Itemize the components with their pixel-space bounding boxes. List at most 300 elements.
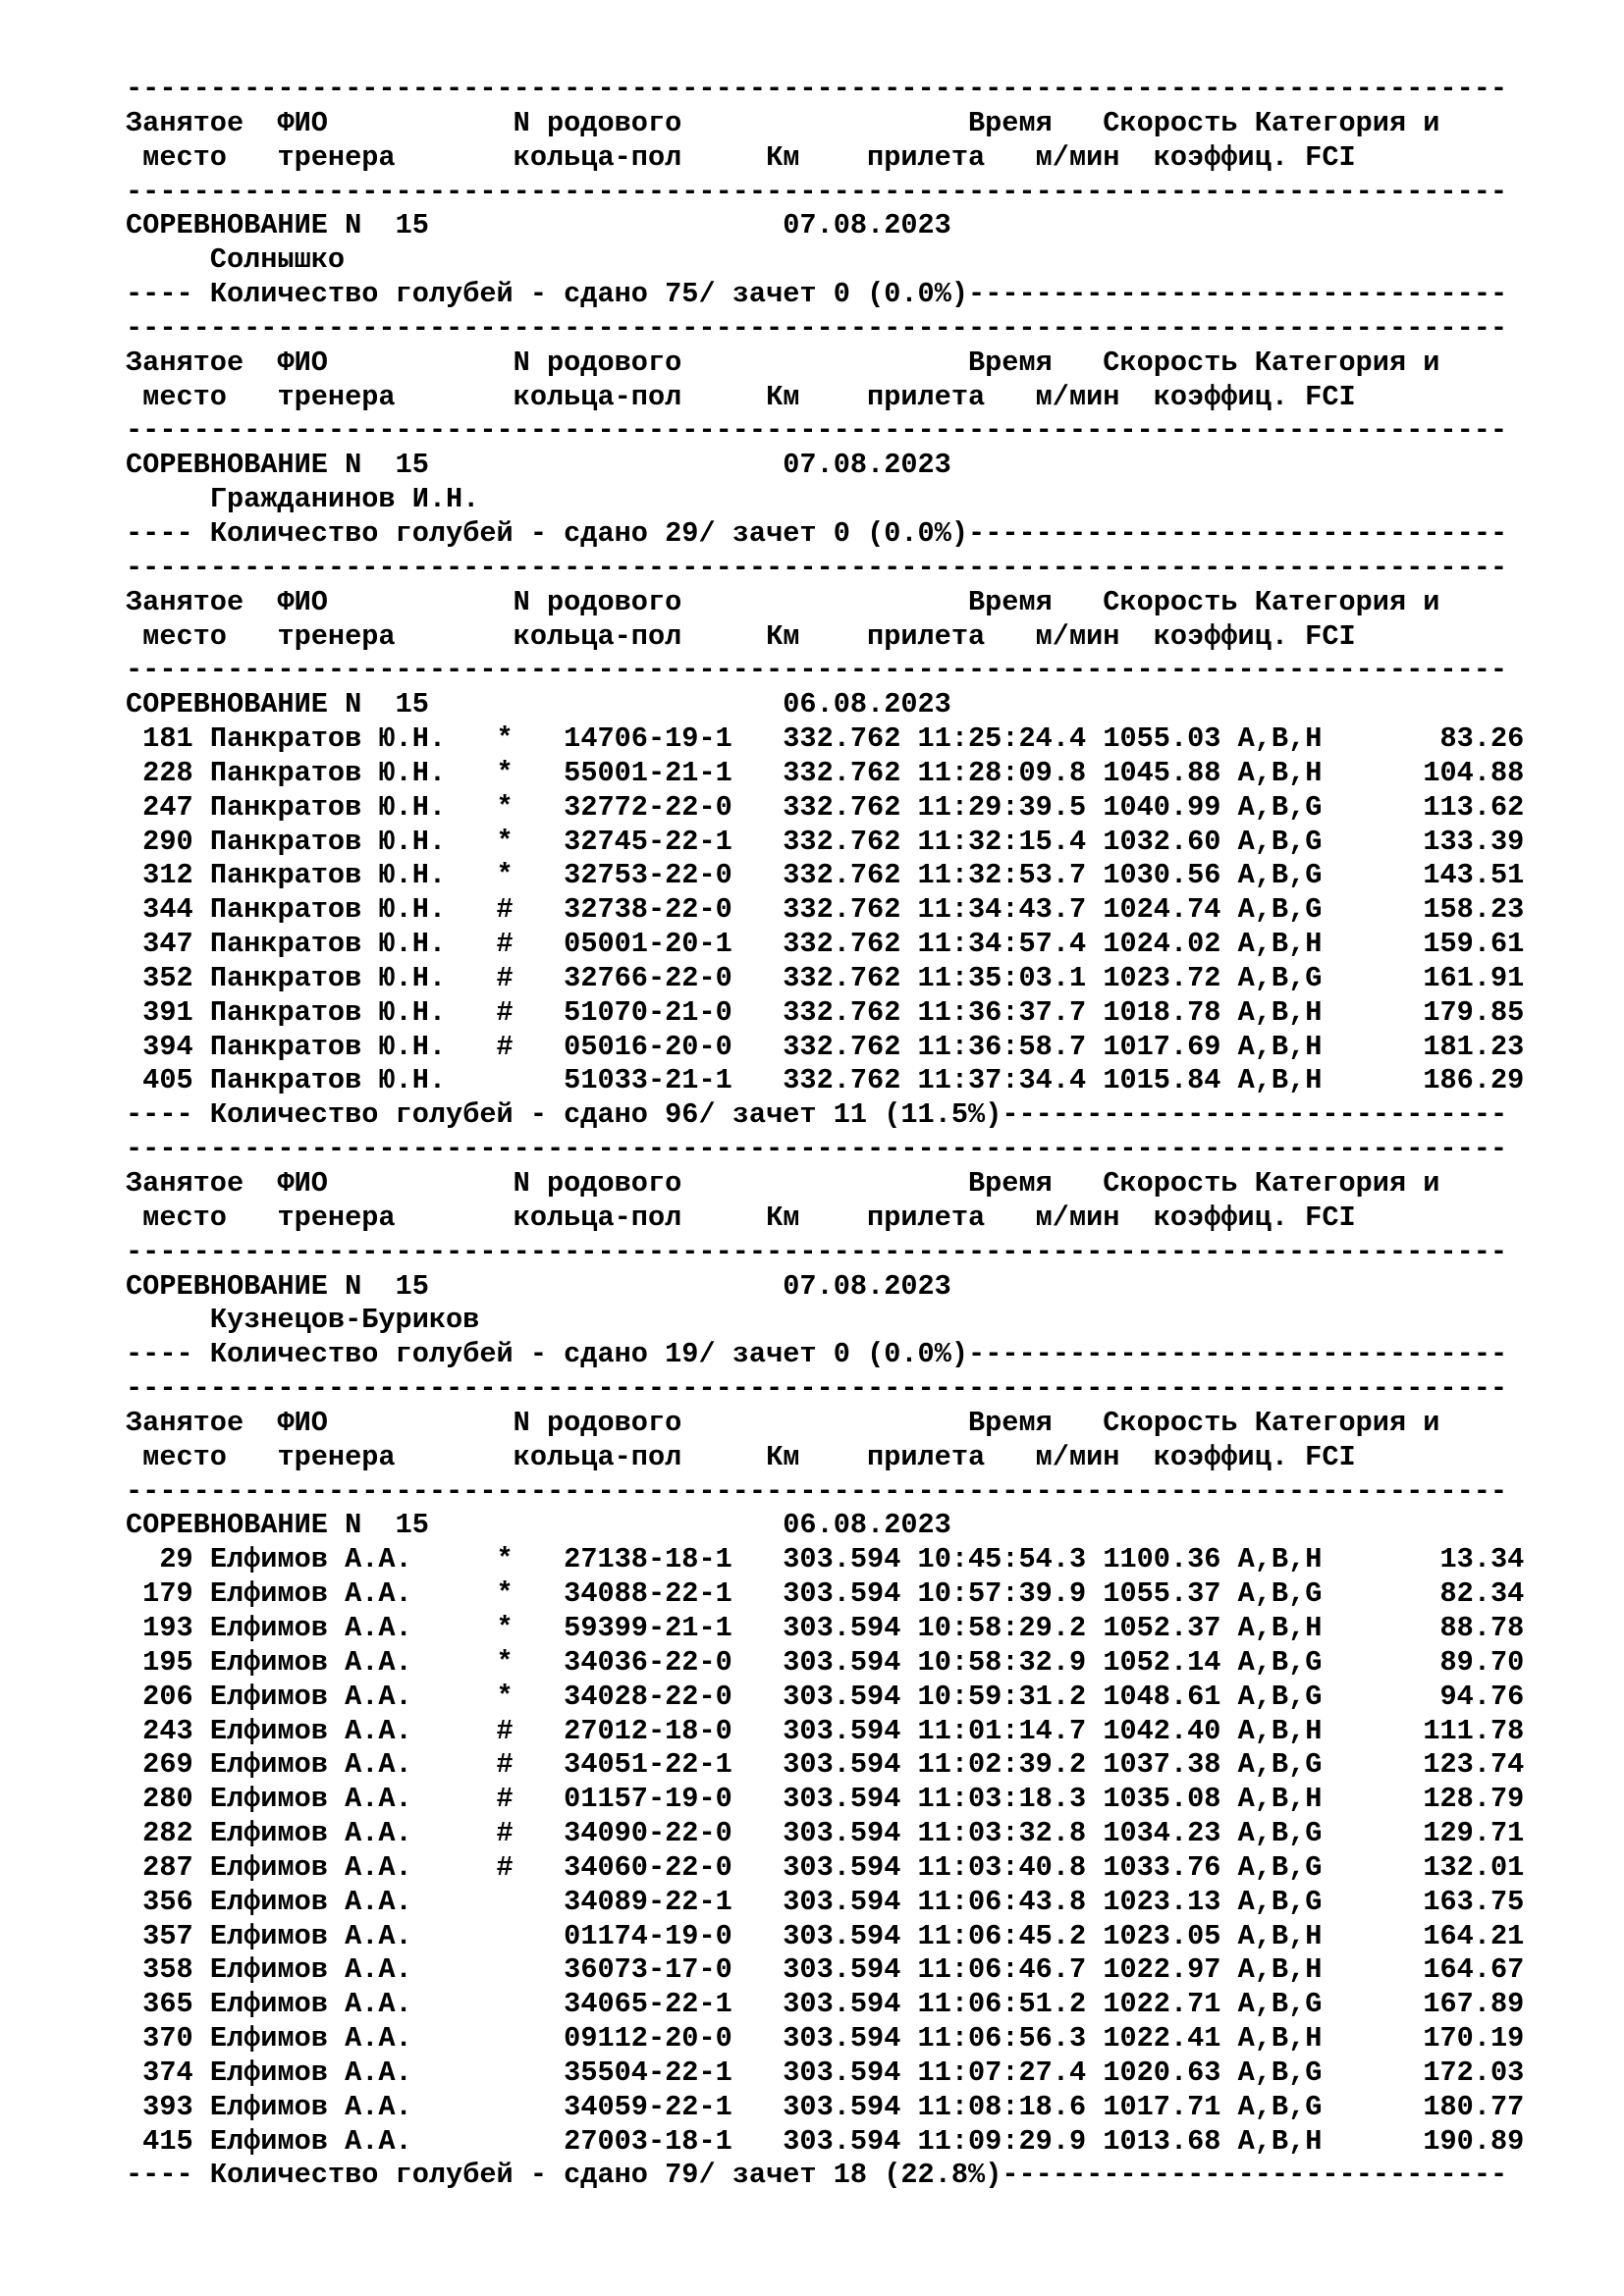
result-speed: 1037.38 — [1103, 1748, 1221, 1782]
result-mark — [497, 2056, 565, 2089]
result-mark — [497, 2125, 565, 2158]
result-mark: # — [496, 1714, 565, 1747]
result-place: 374 — [126, 2056, 193, 2089]
summary-line: ---- Количество голубей - сдано 79/ зачет 18 (22.8%)------------------------------ — [126, 2159, 1508, 2192]
header-place-2: место — [126, 619, 278, 653]
result-row — [126, 1064, 1524, 1098]
header-time-2: прилета — [867, 619, 1036, 653]
summary-fill: -------------------------------- — [968, 516, 1508, 550]
result-mark: * — [496, 756, 565, 789]
result-mark: * — [496, 1543, 565, 1576]
result-name: Панкратов Ю.Н. — [209, 1064, 497, 1097]
result-row — [126, 996, 1524, 1031]
header-km: Км — [766, 619, 868, 653]
result-mark — [497, 1920, 565, 1952]
result-category: A,B,G — [1237, 2090, 1323, 2123]
result-speed: 1100.36 — [1103, 1543, 1221, 1576]
summary-total: 96 — [665, 1098, 699, 1132]
result-name: Елфимов А.А. — [209, 1919, 497, 1952]
result-time: 11:06:56.3 — [917, 2022, 1087, 2056]
header-km: Км — [766, 140, 868, 174]
result-category: A,B,H — [1237, 1919, 1323, 1952]
result-name: Панкратов Ю.Н. — [209, 961, 497, 994]
result-km: 303.594 — [783, 2056, 901, 2089]
result-fci: 123.74 — [1322, 1748, 1525, 1782]
header-time: Время — [967, 1406, 1104, 1439]
summary-scored: 0 — [833, 1338, 850, 1371]
result-name: Елфимов А.А. — [209, 2022, 497, 2056]
result-row — [126, 1681, 1524, 1715]
result-fci: 113.62 — [1322, 790, 1525, 824]
separator-line: ---------------------------------------------------------------------------------- — [126, 1474, 1508, 1508]
result-time: 11:06:43.8 — [917, 1885, 1087, 1918]
result-speed: 1022.97 — [1103, 1953, 1221, 1987]
result-category: A,B,H — [1237, 2022, 1323, 2056]
team-name: Кузнецов-Буриков — [209, 1304, 480, 1337]
result-place: 312 — [126, 859, 193, 892]
header-ring: N родового — [513, 1167, 968, 1200]
result-ring: 51033-21-1 — [564, 1064, 784, 1097]
separator-line — [126, 552, 1524, 586]
result-fci: 158.23 — [1322, 893, 1525, 927]
result-mark — [497, 2022, 565, 2055]
result-row — [126, 2091, 1524, 2125]
result-place: 365 — [126, 1988, 193, 2021]
result-category: A,B,G — [1237, 1680, 1323, 1713]
result-time: 11:36:37.7 — [917, 995, 1087, 1029]
result-ring: 01157-19-0 — [564, 1783, 784, 1816]
header-time-2: прилета — [867, 1440, 1036, 1473]
result-mark: * — [496, 1645, 565, 1679]
result-speed: 1055.37 — [1103, 1577, 1221, 1611]
result-name: Панкратов Ю.Н. — [209, 790, 497, 824]
result-fci: 13.34 — [1322, 1543, 1525, 1576]
result-category: A,B,G — [1237, 825, 1323, 858]
result-speed: 1052.14 — [1103, 1645, 1221, 1679]
result-ring: 32753-22-0 — [564, 859, 784, 892]
separator-line: ---------------------------------------------------------------------------------- — [126, 73, 1508, 105]
competition-number: 15 — [395, 688, 429, 721]
result-mark: # — [496, 961, 565, 994]
separator-line: ---------------------------------------------------------------------------------- — [126, 551, 1508, 584]
header-time-2: прилета — [867, 380, 1036, 413]
result-fci: 128.79 — [1322, 1783, 1525, 1816]
header-ring-2: кольца-пол — [513, 380, 767, 413]
result-category: A,B,G — [1237, 1748, 1323, 1782]
summary-total: 29 — [665, 516, 699, 550]
header-ring-2: кольца-пол — [513, 1201, 767, 1234]
result-place: 287 — [126, 1850, 193, 1884]
result-km: 332.762 — [783, 790, 901, 824]
result-mark — [497, 1953, 565, 1986]
result-time: 11:29:39.5 — [917, 790, 1087, 824]
header-speed-2: м/мин — [1035, 619, 1154, 653]
summary-total: 79 — [665, 2159, 699, 2192]
result-category: A,B,H — [1237, 1030, 1323, 1063]
result-ring: 09112-20-0 — [564, 2022, 784, 2056]
summary-label: ---- Количество голубей - сдано — [126, 1098, 648, 1132]
result-place: 356 — [126, 1885, 193, 1918]
summary-percent: (0.0%) — [867, 278, 969, 311]
result-name: Елфимов А.А. — [209, 1611, 497, 1644]
result-speed: 1013.68 — [1103, 2124, 1221, 2158]
result-time: 11:35:03.1 — [917, 961, 1087, 994]
result-place: 181 — [126, 722, 193, 756]
header-time-2: прилета — [867, 140, 1036, 174]
header-ring: N родового — [513, 346, 968, 379]
header-category: Категория и — [1254, 346, 1440, 379]
separator-line — [126, 414, 1524, 449]
result-speed: 1017.69 — [1103, 1030, 1221, 1063]
result-speed: 1042.40 — [1103, 1714, 1221, 1747]
result-km: 332.762 — [783, 995, 901, 1029]
result-ring: 55001-21-1 — [564, 756, 784, 789]
result-mark: # — [496, 928, 565, 961]
result-place: 290 — [126, 825, 193, 858]
result-fci: 190.89 — [1322, 2124, 1525, 2158]
result-row — [126, 1920, 1524, 1954]
result-fci: 82.34 — [1322, 1577, 1525, 1611]
result-category: A,B,H — [1237, 995, 1323, 1029]
result-fci: 186.29 — [1322, 1064, 1525, 1097]
table-header-line-1 — [126, 1167, 1524, 1201]
result-speed: 1055.03 — [1103, 722, 1221, 756]
competition-number: 15 — [395, 209, 429, 242]
header-speed-2: м/мин — [1035, 380, 1154, 413]
result-speed: 1017.71 — [1103, 2090, 1221, 2123]
result-km: 303.594 — [783, 2022, 901, 2056]
header-category: Категория и — [1254, 106, 1440, 139]
result-time: 11:36:58.7 — [917, 1030, 1087, 1063]
result-time: 11:25:24.4 — [917, 722, 1087, 756]
result-km: 332.762 — [783, 722, 901, 756]
team-name: Гражданинов И.Н. — [209, 483, 480, 516]
result-row — [126, 1612, 1524, 1646]
header-km: Км — [766, 1201, 868, 1234]
result-km: 303.594 — [783, 1919, 901, 1952]
result-place: 357 — [126, 1919, 193, 1952]
table-header-line-2 — [126, 1201, 1524, 1236]
header-place-2: место — [126, 380, 278, 413]
result-place: 415 — [126, 2124, 193, 2158]
result-ring: 35504-22-1 — [564, 2056, 784, 2089]
header-time: Время — [967, 1167, 1104, 1200]
header-speed: Скорость — [1103, 585, 1255, 618]
summary-total: 19 — [665, 1338, 699, 1371]
result-mark — [497, 1886, 565, 1918]
table-header-line-1 — [126, 586, 1524, 620]
result-fci: 83.26 — [1322, 722, 1525, 756]
result-name: Елфимов А.А. — [209, 2090, 497, 2123]
header-ring-2: кольца-пол — [513, 140, 767, 174]
result-km: 303.594 — [783, 1783, 901, 1816]
result-km: 303.594 — [783, 2090, 901, 2123]
header-category-2: коэффиц. FCI — [1153, 1201, 1356, 1234]
result-ring: 59399-21-1 — [564, 1611, 784, 1644]
header-category: Категория и — [1254, 1406, 1440, 1439]
result-speed: 1040.99 — [1103, 790, 1221, 824]
result-time: 11:34:43.7 — [917, 893, 1087, 927]
competition-line — [126, 209, 1524, 243]
result-km: 332.762 — [783, 859, 901, 892]
result-row — [126, 1886, 1524, 1920]
result-ring: 27003-18-1 — [564, 2124, 784, 2158]
result-place: 243 — [126, 1714, 193, 1747]
result-category: A,B,G — [1237, 859, 1323, 892]
result-name: Елфимов А.А. — [209, 1953, 497, 1987]
result-category: A,B,H — [1237, 1783, 1323, 1816]
result-category: A,B,H — [1237, 1714, 1323, 1747]
result-category: A,B,H — [1237, 1543, 1323, 1576]
result-place: 228 — [126, 756, 193, 789]
result-ring: 34059-22-1 — [564, 2090, 784, 2123]
result-fci: 180.77 — [1322, 2090, 1525, 2123]
result-time: 11:32:15.4 — [917, 825, 1087, 858]
result-mark: * — [496, 790, 565, 824]
result-place: 352 — [126, 961, 193, 994]
result-category: A,B,H — [1237, 2124, 1323, 2158]
result-ring: 34036-22-0 — [564, 1645, 784, 1679]
result-name: Елфимов А.А. — [209, 1577, 497, 1611]
header-place-2: место — [126, 1440, 278, 1473]
result-row — [126, 893, 1524, 928]
result-fci: 104.88 — [1322, 756, 1525, 789]
competition-number: 15 — [395, 1269, 429, 1303]
result-time: 10:58:29.2 — [917, 1611, 1087, 1644]
header-name: ФИО — [277, 585, 514, 618]
result-speed: 1032.60 — [1103, 825, 1221, 858]
result-fci: 159.61 — [1322, 928, 1525, 961]
summary-total: 75 — [665, 278, 699, 311]
result-mark: # — [496, 995, 565, 1029]
header-name-2: тренера — [277, 619, 514, 653]
result-mark: # — [496, 1783, 565, 1816]
result-place: 358 — [126, 1953, 193, 1987]
table-header-line-2 — [126, 381, 1524, 415]
result-name: Елфимов А.А. — [209, 1850, 497, 1884]
result-mark: * — [496, 859, 565, 892]
table-header-line-2 — [126, 141, 1524, 176]
result-row — [126, 859, 1524, 893]
summary-label: ---- Количество голубей - сдано — [126, 516, 648, 550]
result-row — [126, 1577, 1524, 1612]
result-place: 280 — [126, 1783, 193, 1816]
result-ring: 34088-22-1 — [564, 1577, 784, 1611]
result-place: 179 — [126, 1577, 193, 1611]
result-ring: 34090-22-0 — [564, 1817, 784, 1850]
result-ring: 32772-22-0 — [564, 790, 784, 824]
result-fci: 89.70 — [1322, 1645, 1525, 1679]
competition-number: 15 — [395, 1509, 429, 1542]
result-km: 303.594 — [783, 1577, 901, 1611]
header-place: Занятое — [126, 1406, 278, 1439]
result-row — [126, 1817, 1524, 1851]
result-row — [126, 1783, 1524, 1817]
result-place: 269 — [126, 1748, 193, 1782]
competition-line — [126, 449, 1524, 483]
header-time: Время — [967, 346, 1104, 379]
result-ring: 01174-19-0 — [564, 1919, 784, 1952]
table-header-line-2 — [126, 620, 1524, 655]
result-fci: 129.71 — [1322, 1817, 1525, 1850]
header-name-2: тренера — [277, 1440, 514, 1473]
result-category: A,B,G — [1237, 1885, 1323, 1918]
result-category: A,B,H — [1237, 1953, 1323, 1987]
team-line — [126, 243, 1524, 278]
result-place: 282 — [126, 1817, 193, 1850]
result-ring: 32766-22-0 — [564, 961, 784, 994]
result-fci: 181.23 — [1322, 1030, 1525, 1063]
result-place: 393 — [126, 2090, 193, 2123]
result-category: A,B,H — [1237, 722, 1323, 756]
separator-line — [126, 73, 1524, 107]
result-category: A,B,G — [1237, 1850, 1323, 1884]
result-category: A,B,G — [1237, 2056, 1323, 2089]
competition-label: СОРЕВНОВАНИЕ N — [126, 1269, 362, 1303]
race-results-document — [126, 73, 1524, 2193]
result-mark: # — [496, 1748, 565, 1782]
header-place: Занятое — [126, 585, 278, 618]
result-speed: 1052.37 — [1103, 1611, 1221, 1644]
competition-date: 06.08.2023 — [783, 688, 951, 721]
result-km: 332.762 — [783, 1064, 901, 1097]
result-row — [126, 2022, 1524, 2056]
table-header-line-1 — [126, 107, 1524, 141]
result-time: 11:06:51.2 — [917, 1988, 1087, 2021]
table-header-line-2 — [126, 1441, 1524, 1475]
competition-label: СОРЕВНОВАНИЕ N — [126, 209, 362, 242]
team-name: Солнышко — [209, 243, 346, 277]
result-name: Панкратов Ю.Н. — [209, 756, 497, 789]
result-fci: 179.85 — [1322, 995, 1525, 1029]
result-km: 303.594 — [783, 1988, 901, 2021]
header-time-2: прилета — [867, 1201, 1036, 1234]
summary-scored: 0 — [833, 278, 850, 311]
header-name: ФИО — [277, 346, 514, 379]
result-time: 10:57:39.9 — [917, 1577, 1087, 1611]
summary-line: ---- Количество голубей - сдано 19/ зачет 0 (0.0%)-------------------------------- — [126, 1338, 1508, 1371]
summary-line: ---- Количество голубей - сдано 29/ зачет 0 (0.0%)-------------------------------- — [126, 516, 1508, 550]
header-name: ФИО — [277, 1406, 514, 1439]
result-row — [126, 1031, 1524, 1065]
header-name: ФИО — [277, 106, 514, 139]
separator-line — [126, 312, 1524, 347]
header-category-2: коэффиц. FCI — [1153, 380, 1356, 413]
result-category: A,B,G — [1237, 893, 1323, 927]
result-category: A,B,G — [1237, 1988, 1323, 2021]
result-fci: 132.01 — [1322, 1850, 1525, 1884]
result-fci: 163.75 — [1322, 1885, 1525, 1918]
result-name: Панкратов Ю.Н. — [209, 825, 497, 858]
result-speed: 1023.13 — [1103, 1885, 1221, 1918]
result-time: 11:07:27.4 — [917, 2056, 1087, 2089]
result-row — [126, 1646, 1524, 1681]
result-speed: 1023.05 — [1103, 1919, 1221, 1952]
result-place: 394 — [126, 1030, 193, 1063]
result-speed: 1023.72 — [1103, 961, 1221, 994]
result-mark: # — [496, 1030, 565, 1063]
result-name: Елфимов А.А. — [209, 2124, 497, 2158]
result-fci: 94.76 — [1322, 1680, 1525, 1713]
result-km: 332.762 — [783, 1030, 901, 1063]
competition-label: СОРЕВНОВАНИЕ N — [126, 1509, 362, 1542]
result-km: 303.594 — [783, 1645, 901, 1679]
result-km: 332.762 — [783, 928, 901, 961]
result-time: 11:01:14.7 — [917, 1714, 1087, 1747]
header-name-2: тренера — [277, 140, 514, 174]
result-category: A,B,G — [1237, 1577, 1323, 1611]
result-category: A,B,H — [1237, 1611, 1323, 1644]
separator-line: ---------------------------------------------------------------------------------- — [126, 311, 1508, 345]
result-row — [126, 2125, 1524, 2160]
competition-date: 06.08.2023 — [783, 1509, 951, 1542]
result-category: A,B,H — [1237, 928, 1323, 961]
header-place: Занятое — [126, 106, 278, 139]
result-name: Елфимов А.А. — [209, 1988, 497, 2021]
summary-scored-label: зачет — [731, 1338, 817, 1371]
result-row — [126, 1543, 1524, 1577]
team-line — [126, 483, 1524, 517]
summary-percent: (11.5%) — [884, 1098, 1002, 1132]
result-ring: 32738-22-0 — [564, 893, 784, 927]
header-place: Занятое — [126, 1167, 278, 1200]
result-time: 11:37:34.4 — [917, 1064, 1087, 1097]
result-time: 11:03:18.3 — [917, 1783, 1087, 1816]
competition-line — [126, 1270, 1524, 1305]
result-row — [126, 757, 1524, 791]
separator-line: ---------------------------------------------------------------------------------- — [126, 1133, 1508, 1166]
result-mark: # — [496, 1850, 565, 1884]
header-speed: Скорость — [1103, 1167, 1255, 1200]
competition-date: 07.08.2023 — [783, 449, 951, 482]
result-row — [126, 1715, 1524, 1749]
competition-number: 15 — [395, 449, 429, 482]
result-time: 11:09:29.9 — [917, 2124, 1087, 2158]
header-category-2: коэффиц. FCI — [1153, 140, 1356, 174]
result-name: Панкратов Ю.Н. — [209, 859, 497, 892]
result-time: 11:28:09.8 — [917, 756, 1087, 789]
result-ring: 14706-19-1 — [564, 722, 784, 756]
summary-label: ---- Количество голубей - сдано — [126, 1338, 648, 1371]
competition-label: СОРЕВНОВАНИЕ N — [126, 688, 362, 721]
result-ring: 34060-22-0 — [564, 1850, 784, 1884]
result-row — [126, 1988, 1524, 2022]
result-time: 11:03:32.8 — [917, 1817, 1087, 1850]
separator-line — [126, 1133, 1524, 1167]
result-row — [126, 722, 1524, 757]
result-speed: 1024.02 — [1103, 928, 1221, 961]
result-mark — [497, 1064, 565, 1096]
header-category-2: коэффиц. FCI — [1153, 1440, 1356, 1473]
result-place: 347 — [126, 928, 193, 961]
result-ring: 34065-22-1 — [564, 1988, 784, 2021]
result-row — [126, 1748, 1524, 1783]
result-mark: * — [496, 1611, 565, 1644]
result-speed: 1022.41 — [1103, 2022, 1221, 2056]
result-place: 344 — [126, 893, 193, 927]
summary-scored-label: зачет — [731, 516, 817, 550]
header-speed-2: м/мин — [1035, 140, 1154, 174]
result-name: Панкратов Ю.Н. — [209, 893, 497, 927]
separator-line — [126, 1475, 1524, 1510]
competition-line — [126, 1509, 1524, 1543]
result-ring: 36073-17-0 — [564, 1953, 784, 1987]
result-place: 391 — [126, 995, 193, 1029]
result-speed: 1034.23 — [1103, 1817, 1221, 1850]
result-mark: # — [496, 1817, 565, 1850]
result-fci: 133.39 — [1322, 825, 1525, 858]
competition-line — [126, 688, 1524, 722]
